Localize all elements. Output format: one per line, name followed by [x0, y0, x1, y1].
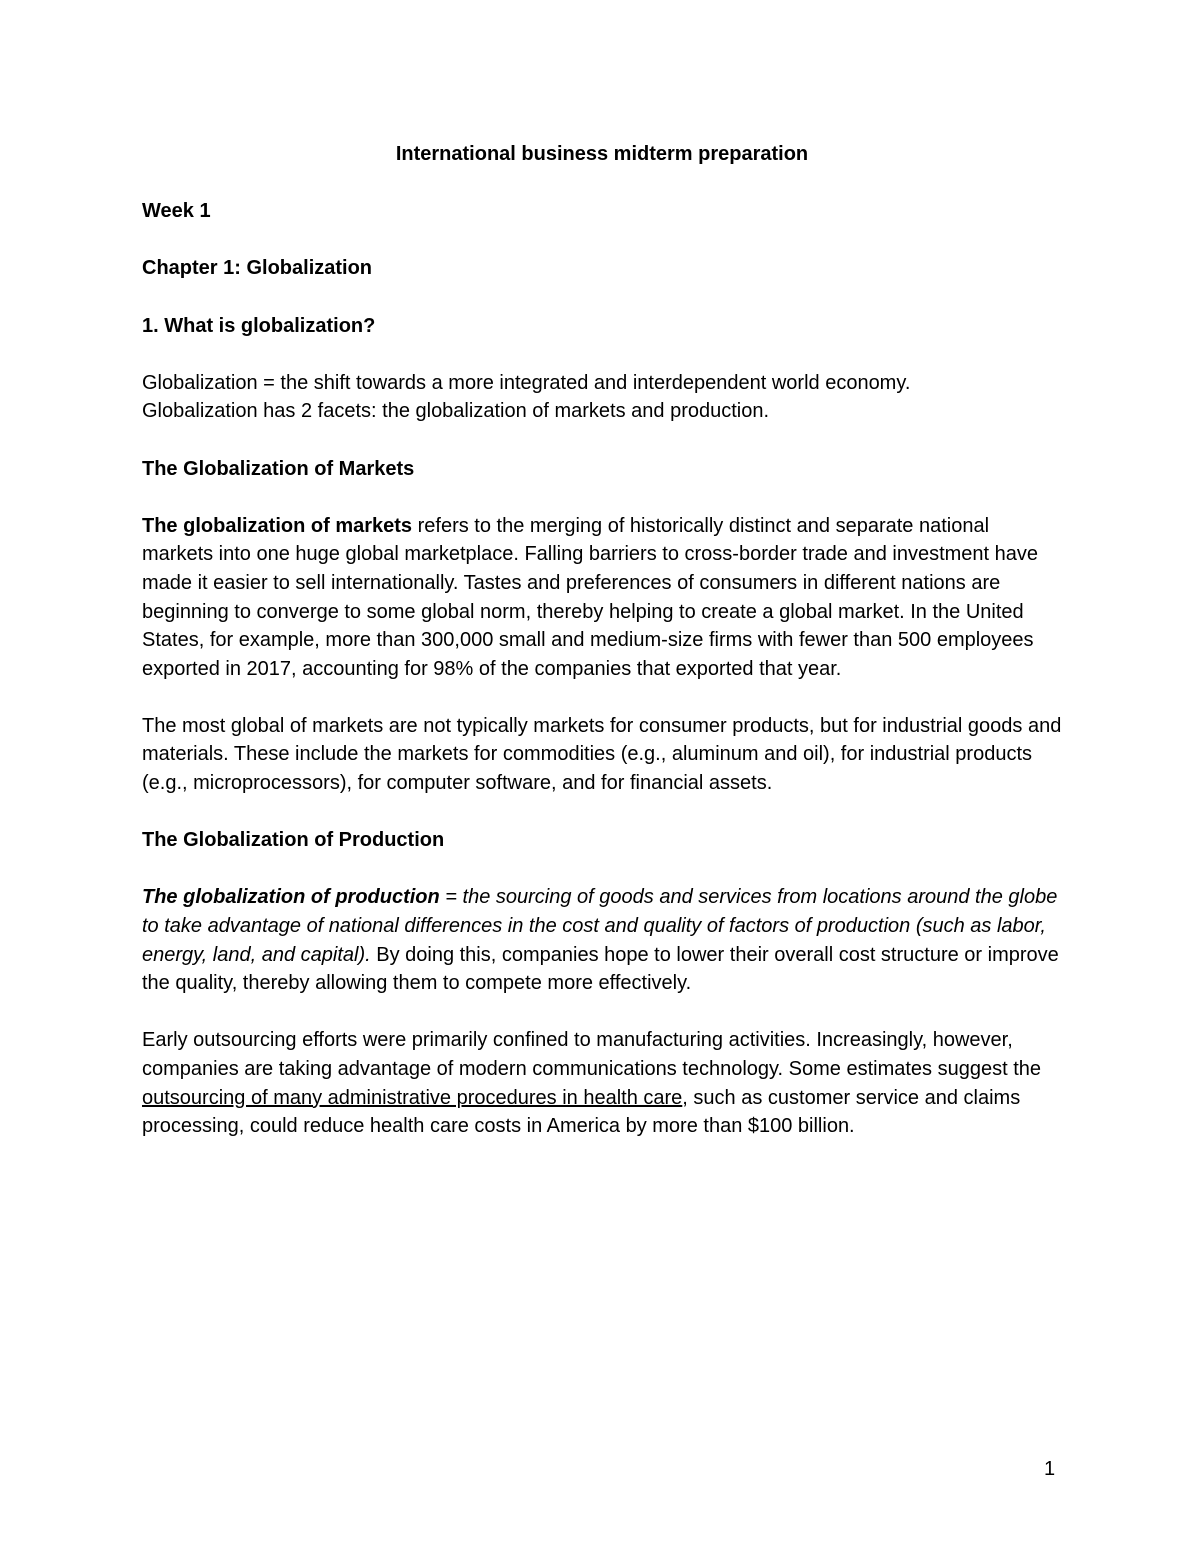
chapter-heading: Chapter 1: Globalization [142, 257, 373, 280]
production-paragraph-2-start: Early outsourcing efforts were primarily confined to manufacturing activities. Increasingly, however, companies are taking advantage of modern communications technology. Some estimates suggest the [142, 1029, 1042, 1080]
outsourcing-underlined-phrase: outsourcing of many administrative procedures in health care [142, 1086, 683, 1109]
intro-line-2: Globalization has 2 facets: the globalization of markets and production. [142, 400, 770, 423]
markets-heading: The Globalization of Markets [142, 457, 415, 480]
markets-paragraph-1 [142, 512, 1062, 684]
markets-term: The globalization of markets [142, 514, 413, 537]
markets-paragraph-2: The most global of markets are not typically markets for consumer products, but for industrial goods and materials. These include the markets for commodities (e.g., aluminum and oil), for industrial products (e.g., microprocessors), for computer software, and for financial assets. [142, 714, 1062, 795]
page-number: 1 [1044, 1458, 1056, 1480]
document-title: International business midterm preparation [395, 143, 809, 165]
production-heading: The Globalization of Production [142, 829, 445, 852]
markets-paragraph-1-text: refers to the merging of historically distinct and separate national markets into one huge global marketplace. Falling barriers to cross-border trade and investment have made it easier to sell internationally. Tastes and preferences of consumers in different nations are beginning to converge to some global norm, thereby helping to create a global market. In the United States, for example, more than 300,000 small and medium-size firms with fewer than 500 employees exported in 2017, accounting for 98% of the companies that exported that year. [142, 514, 1039, 680]
intro-line-1: Globalization = the shift towards a more integrated and interdependent world economy. [142, 371, 911, 394]
question-heading: 1. What is globalization? [142, 314, 376, 337]
intro-paragraph [142, 369, 1062, 426]
production-paragraph-2-end: , such as customer service and claims processing, could reduce health care costs in America by more than $100 billion. [142, 1086, 1021, 1138]
production-term: The globalization of production [142, 886, 440, 909]
week-heading: Week 1 [142, 200, 211, 223]
production-paragraph-1 [142, 883, 1062, 997]
production-paragraph-1-text: By doing this, companies hope to lower their overall cost structure or improve the quality, thereby allowing them to compete more effectively. [142, 943, 1059, 995]
production-paragraph-2 [142, 1026, 1062, 1140]
production-definition: = the sourcing of goods and services from locations around the globe to take advantage of national differences in the cost and quality of factors of production (such as labor, energy, land, and capital). [142, 886, 1058, 966]
document-body [142, 140, 1062, 1169]
